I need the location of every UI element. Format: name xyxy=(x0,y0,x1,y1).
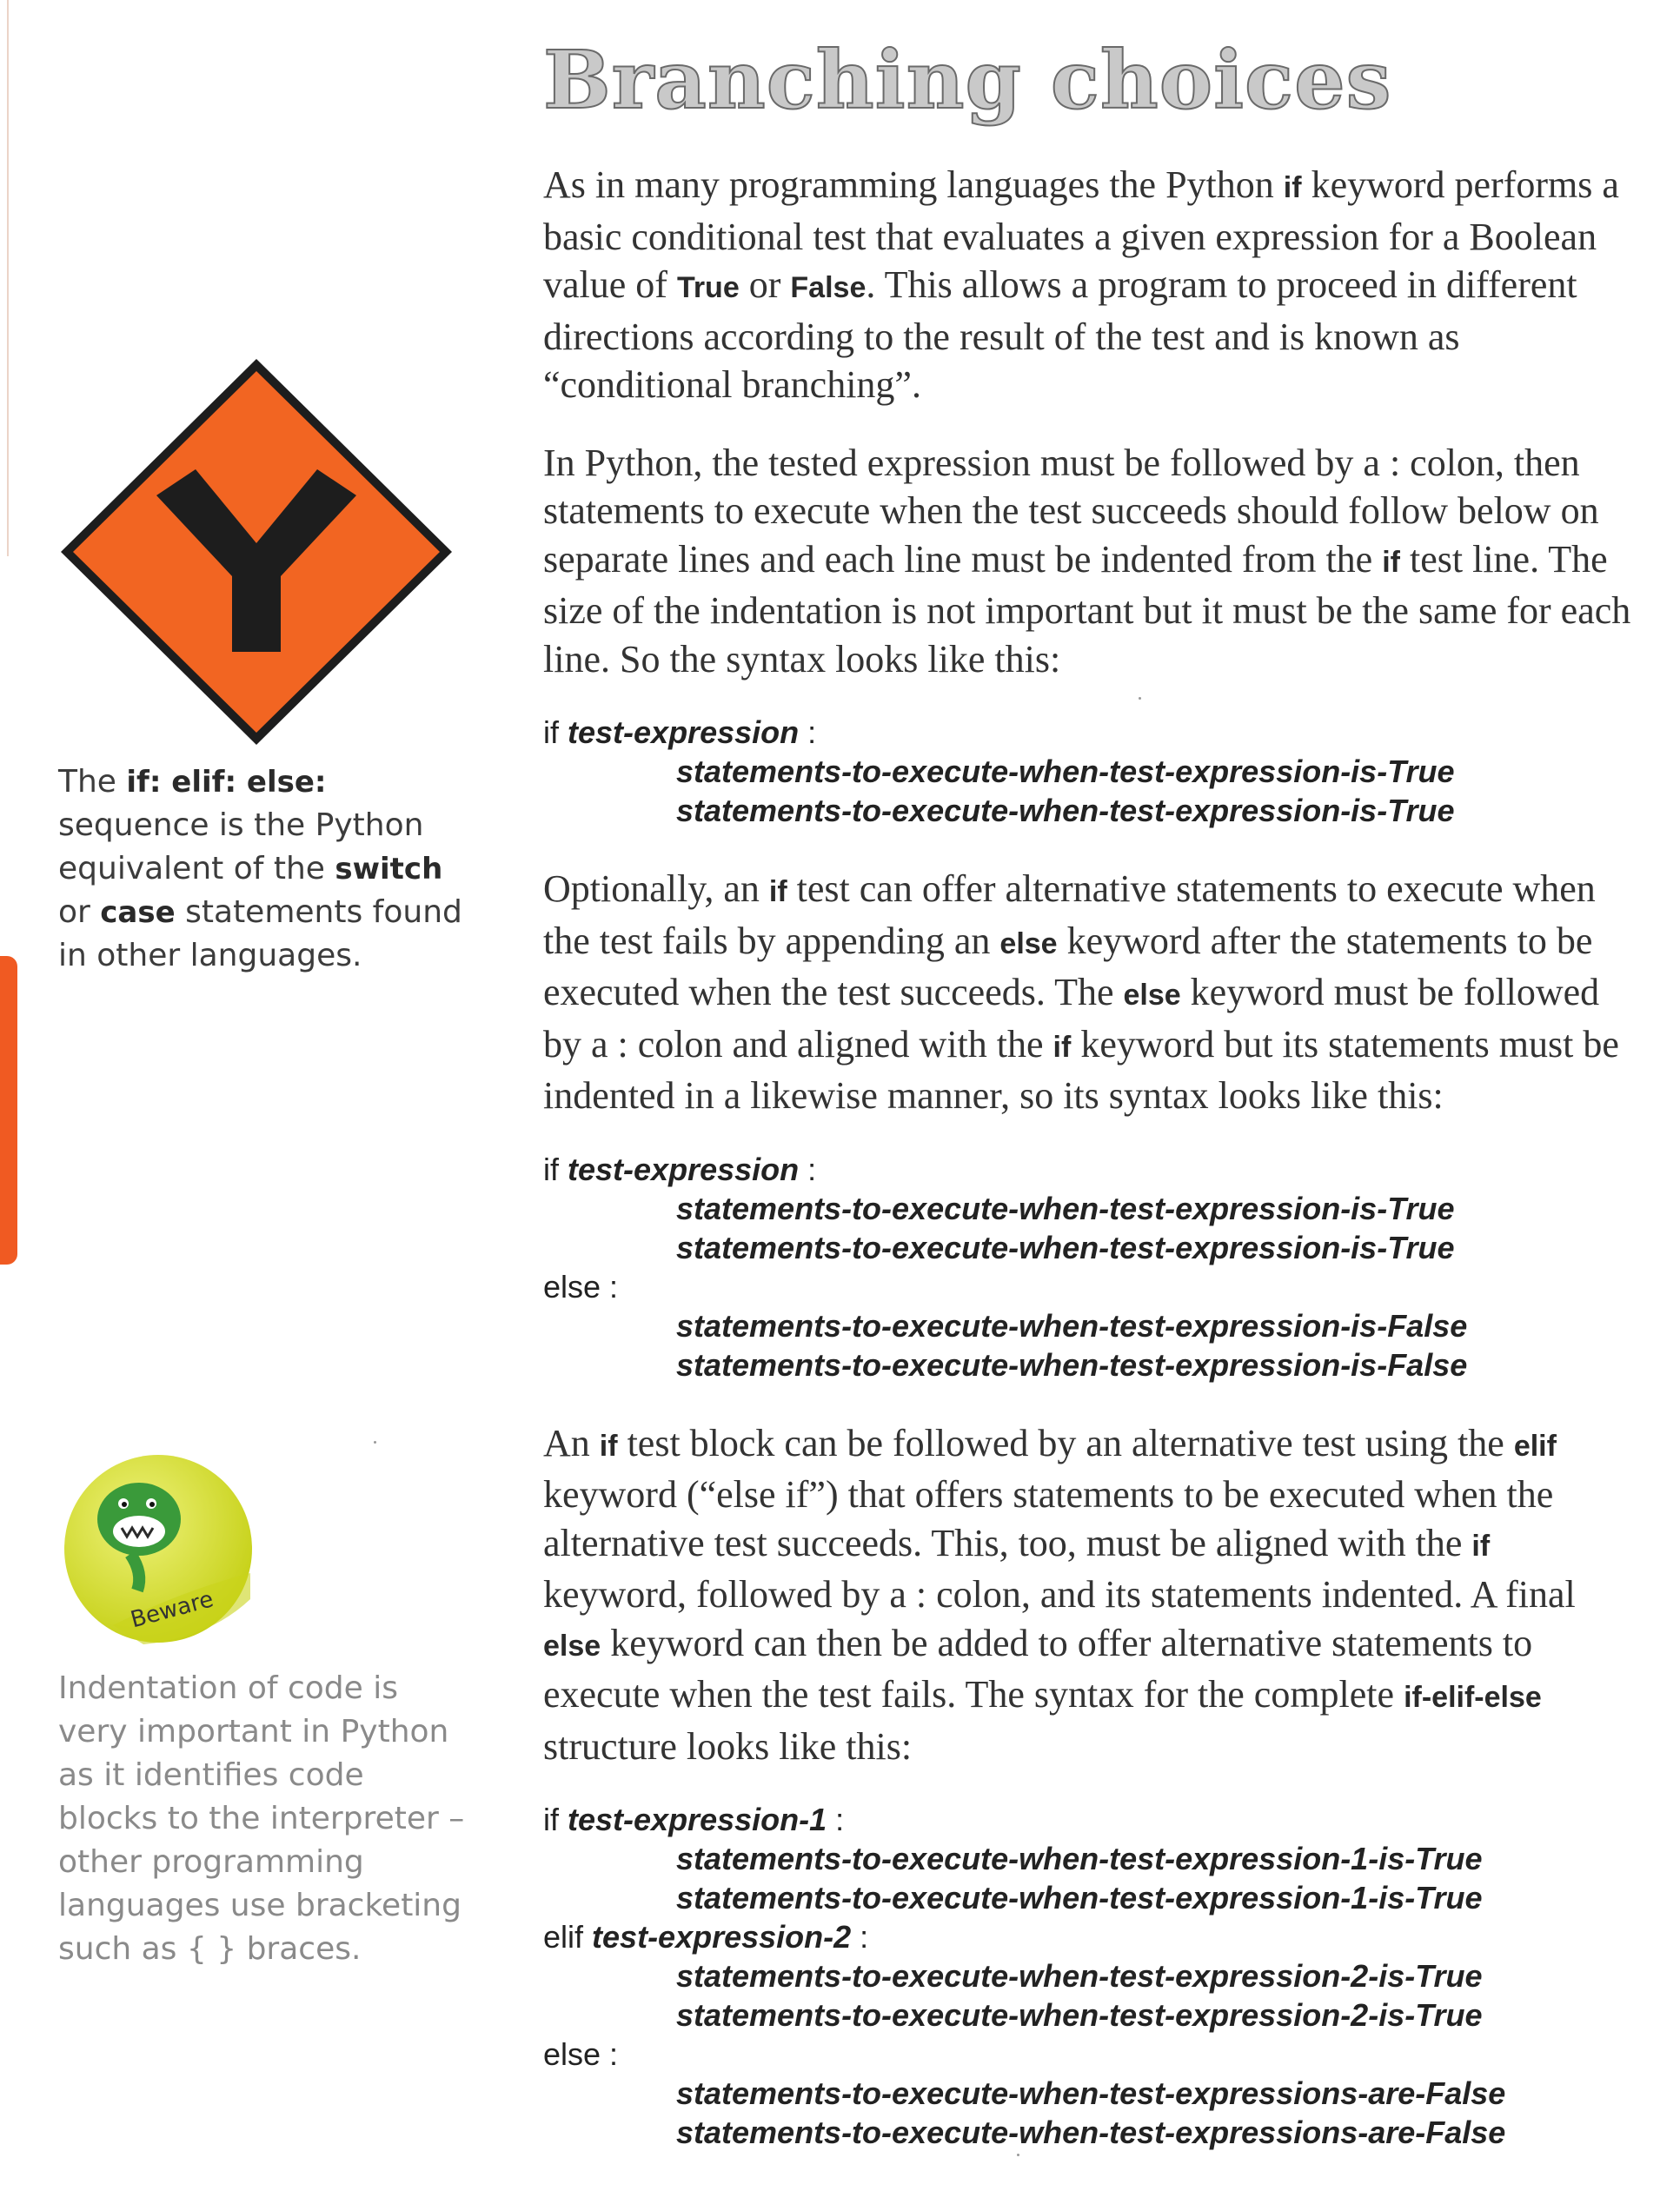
code-line: statements-to-execute-when-test-expression-is-False xyxy=(676,1307,1468,1344)
keyword: case xyxy=(100,895,176,930)
paragraph-intro xyxy=(543,161,1638,409)
page-edge-line xyxy=(7,0,9,556)
text: or xyxy=(739,263,791,306)
keyword: if xyxy=(1283,171,1302,204)
tip-text: sequence is the Python equivalent of the xyxy=(58,807,424,886)
keyword: switch xyxy=(335,852,443,886)
tip-note xyxy=(58,760,467,978)
code-line: statements-to-execute-when-test-expression-is-True xyxy=(676,1229,1455,1265)
beware-snake-icon xyxy=(61,1451,256,1647)
code-line xyxy=(543,1800,1638,1839)
keyword: if xyxy=(1471,1529,1491,1563)
code-keyword: if xyxy=(543,1802,559,1837)
keyword: else xyxy=(543,1629,601,1663)
code-line xyxy=(543,1917,1638,1956)
code-colon: : xyxy=(835,1802,845,1837)
keyword: else xyxy=(1123,979,1181,1012)
beware-label: Beware xyxy=(128,1586,216,1634)
keyword: False xyxy=(790,271,867,304)
keyword: if xyxy=(768,875,787,908)
main-content xyxy=(543,161,1638,2187)
keyword: elif xyxy=(1513,1429,1557,1463)
code-block-if xyxy=(543,713,1638,830)
keyword: if xyxy=(1052,1030,1072,1064)
text: keyword but its statements must be indented in a likewise manner, so its syntax looks like this: xyxy=(543,1022,1619,1117)
text: In Python, the tested expression must be followed by a : colon, then statements to execute when the test succeeds should follow below on separate lines and each line must be indented from the xyxy=(543,441,1599,581)
text: As in many programming languages the Python xyxy=(543,163,1284,206)
text: An xyxy=(543,1421,600,1464)
paragraph-syntax xyxy=(543,439,1638,684)
paragraph-else xyxy=(543,865,1638,1120)
text: keyword (“else if”) that offers statements to be executed when the alternative test succeeds. This, too, must be aligned with the xyxy=(543,1473,1554,1564)
code-line: else : xyxy=(543,1268,619,1305)
code-line: statements-to-execute-when-test-expression-is-True xyxy=(676,1190,1455,1226)
beware-note: Indentation of code is very important in Python as it identifies code blocks to the interpreter – other programming languages use bracketing such as { } braces. xyxy=(58,1670,465,1967)
code-expression: test-expression-2 xyxy=(592,1919,852,1955)
chapter-edge-tab xyxy=(0,956,17,1265)
code-line: statements-to-execute-when-test-expressions-are-False xyxy=(676,2075,1506,2111)
code-line: statements-to-execute-when-test-expression-is-False xyxy=(676,1346,1468,1383)
tip-text: The xyxy=(58,764,127,800)
text: keyword can then be added to offer alternative statements to execute when the test fails. The syntax for the complete xyxy=(543,1621,1533,1716)
code-colon: : xyxy=(807,714,817,750)
code-block-if-else xyxy=(543,1150,1638,1384)
text: keyword performs a basic conditional test that evaluates a given expression for a Boolean value of xyxy=(543,163,1619,306)
text: structure looks like this: xyxy=(543,1724,913,1768)
code-line: statements-to-execute-when-test-expression-is-True xyxy=(676,793,1455,828)
paragraph-elif xyxy=(543,1419,1638,1771)
keyword: True xyxy=(676,271,740,304)
code-line: statements-to-execute-when-test-expression-2-is-True xyxy=(676,1958,1483,1994)
text: keyword, followed by a : colon, and its statements indented. A final xyxy=(543,1573,1576,1616)
code-line xyxy=(543,713,1638,752)
code-line: statements-to-execute-when-test-expressions-are-False xyxy=(676,2115,1506,2150)
keyword: else xyxy=(999,926,1058,960)
text: test block can be followed by an alternative test using the xyxy=(617,1421,1514,1464)
text: keyword after the statements to be executed when the test succeeds. The xyxy=(543,919,1593,1013)
code-line: statements-to-execute-when-test-expression-1-is-True xyxy=(676,1841,1483,1876)
tip-text: or xyxy=(58,894,101,930)
code-block-if-elif-else xyxy=(543,1800,1638,2152)
text: test can offer alternative statements to execute when the test fails by appending an xyxy=(543,867,1596,962)
code-keyword: elif xyxy=(543,1919,584,1955)
page-title: Branching choices xyxy=(543,33,1392,127)
code-line: else : xyxy=(543,2036,619,2072)
code-line xyxy=(543,1150,1638,1189)
code-line: statements-to-execute-when-test-expression-1-is-True xyxy=(676,1880,1483,1916)
tip-text: statements found in other languages. xyxy=(58,894,462,973)
code-keyword: if xyxy=(543,714,559,750)
text: keyword must be followed by a : colon and aligned with the xyxy=(543,971,1600,1066)
y-junction-road-sign-icon xyxy=(52,352,469,752)
code-expression: test-expression xyxy=(568,714,800,750)
keyword: if-elif-else xyxy=(1404,1681,1542,1714)
text: . This allows a program to proceed in different directions according to the result of the test and is known as “conditional branching”. xyxy=(543,263,1577,406)
keyword: if: elif: else: xyxy=(126,765,327,800)
code-colon: : xyxy=(807,1151,817,1187)
code-expression: test-expression-1 xyxy=(568,1802,827,1837)
code-expression: test-expression xyxy=(568,1151,800,1187)
code-keyword: if xyxy=(543,1151,559,1187)
text: test line. The size of the indentation is not important but it must be the same for each line. So the syntax looks like this: xyxy=(543,537,1631,681)
speck xyxy=(374,1441,376,1444)
code-colon: : xyxy=(860,1919,869,1955)
keyword: if xyxy=(1382,545,1400,579)
text: Optionally, an xyxy=(543,867,769,910)
keyword: if xyxy=(599,1429,618,1463)
code-line: statements-to-execute-when-test-expression-is-True xyxy=(676,754,1455,789)
code-line: statements-to-execute-when-test-expression-2-is-True xyxy=(676,1997,1483,2033)
